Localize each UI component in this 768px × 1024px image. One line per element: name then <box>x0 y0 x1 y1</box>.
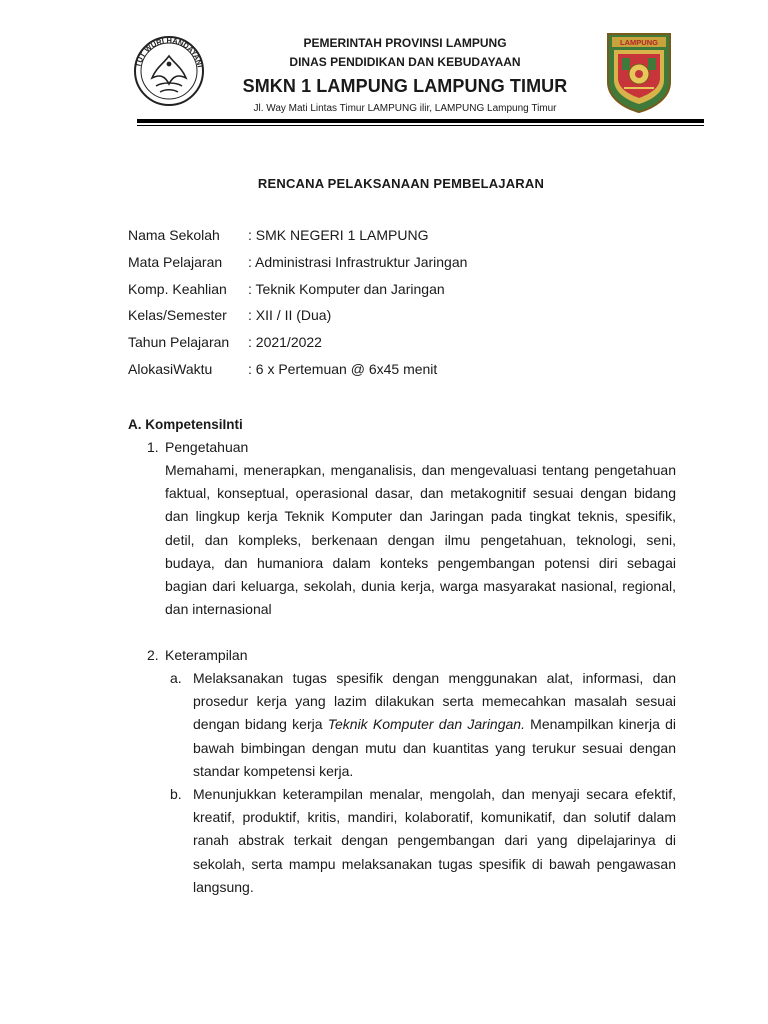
keterampilan-a-paragraph <box>193 667 676 783</box>
identity-value: : XII / II (Dua) <box>248 307 332 324</box>
identity-label: Kelas/Semester <box>128 307 227 324</box>
pengetahuan-paragraph: Memahami, menerapkan, menganalisis, dan mengevaluasi tentang pengetahuan faktual, konseptual, operasional dasar, dan metakognitif sesuai dengan bidang dan lingkup kerja Teknik Komputer dan Jaringan pada tingkat teknis, spesifik, detil, dan kompleks, berkenaan dengan ilmu pengetahuan, teknologi, seni, budaya, dan humaniora dalam konteks pengembangan potensi diri sebagai bagian dari keluarga, sekolah, dunia kerja, warga masyarakat nasional, regional, dan internasional <box>165 462 676 618</box>
emblem-motto: TUT WURI HANDAYANI <box>133 35 205 69</box>
sub-item-label: b. <box>170 786 182 802</box>
keterampilan-a-text-end: Menampilkan kinerja di bawah bimbingan dengan mutu dan kuantitas yang terukur sesuai dengan standar kompetensi kerja. <box>193 716 676 779</box>
letterhead-divider-thick <box>137 119 704 123</box>
identity-value: : SMK NEGERI 1 LAMPUNG <box>248 227 429 243</box>
letterhead-government: PEMERINTAH PROVINSI LAMPUNG <box>303 36 507 50</box>
identity-value: : Teknik Komputer dan Jaringan <box>248 280 445 297</box>
lampung-province-shield-icon <box>604 30 674 114</box>
letterhead-divider-thin <box>137 125 704 126</box>
letterhead-school-name: SMKN 1 LAMPUNG LAMPUNG TIMUR <box>242 76 568 96</box>
list-item-title: Keterampilan <box>165 647 248 663</box>
identity-label: Komp. Keahlian <box>128 280 227 297</box>
identity-value: : 6 x Pertemuan @ 6x45 menit <box>248 360 438 377</box>
list-number: 2. <box>147 647 159 663</box>
keterampilan-a-italic: Teknik Komputer dan Jaringan. <box>327 716 525 733</box>
letterhead-address: Jl. Way Mati Lintas Timur LAMPUNG ilir, LAMPUNG Lampung Timur <box>253 103 557 114</box>
identity-label: Mata Pelajaran <box>128 253 223 270</box>
keterampilan-b-paragraph: Menunjukkan keterampilan menalar, mengolah, dan menyaji secara efektif, kreatif, produktif, kritis, mandiri, kolaboratif, komunikatif, dan solutif dalam ranah abstrak terkait dengan pengembangan dari yang dipelajarinya di sekolah, serta mampu melaksanakan tugas spesifik di bawah pengawasan langsung. <box>193 786 676 895</box>
letterhead <box>200 34 610 118</box>
letterhead-department: DINAS PENDIDIKAN DAN KEBUDAYAAN <box>289 55 521 69</box>
identity-value: : 2021/2022 <box>248 334 322 351</box>
identity-label: AlokasiWaktu <box>128 360 213 377</box>
shield-label: LAMPUNG <box>620 38 658 47</box>
list-item-title: Pengetahuan <box>165 439 249 455</box>
tut-wuri-handayani-emblem-icon <box>130 34 208 108</box>
list-number: 1. <box>147 439 159 455</box>
sub-item-label: a. <box>170 670 182 686</box>
identity-value: : Administrasi Infrastruktur Jaringan <box>248 253 468 270</box>
identity-label: Tahun Pelajaran <box>128 334 230 351</box>
keterampilan-a-text: Melaksanakan tugas spesifik dengan menggunakan alat, informasi, dan prosedur kerja yang lazim dilakukan serta memecahkan masalah sesuai dengan bidang kerja <box>193 670 676 733</box>
identity-label: Nama Sekolah <box>128 227 220 243</box>
section-a-heading: A. KompetensiInti <box>128 417 243 432</box>
document-title: RENCANA PELAKSANAAN PEMBELAJARAN <box>257 176 545 191</box>
